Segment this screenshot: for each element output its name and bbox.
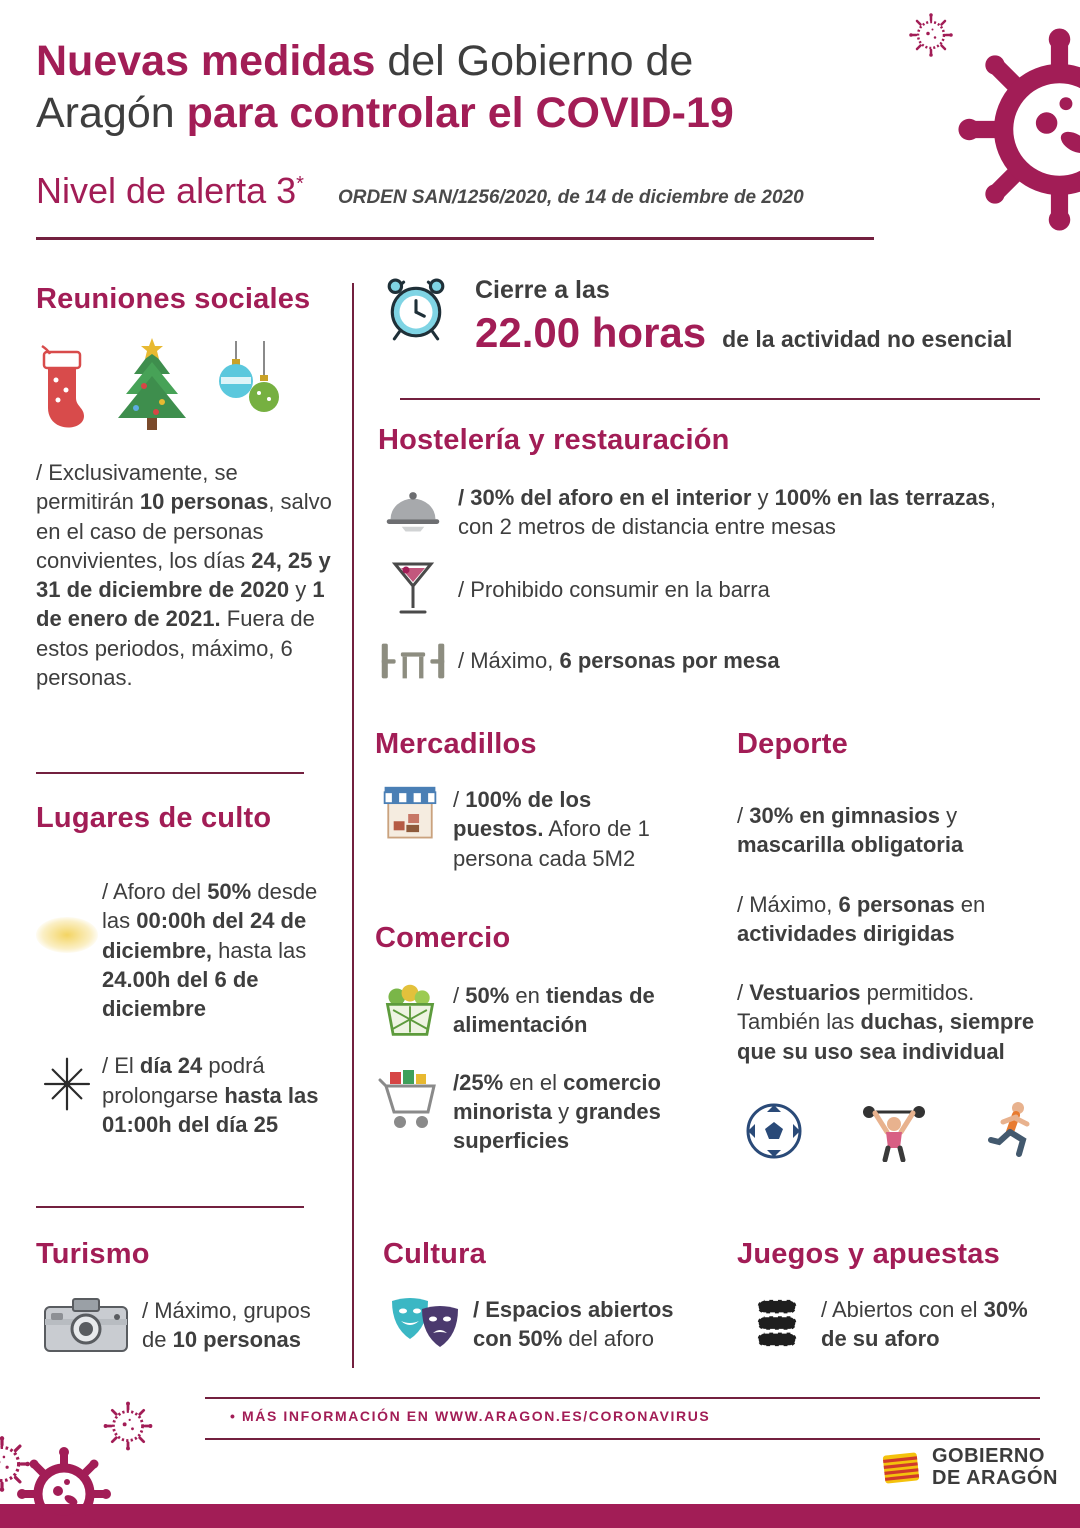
hosteleria-item-text: / 30% del aforo en el interior y 100% en las terrazas, con 2 metros de distancia entre mesas [458, 485, 997, 540]
divider [36, 772, 304, 774]
aragon-flag-icon [880, 1450, 922, 1486]
cultura-heading: Cultura [383, 1238, 486, 1270]
comercio-item-text: / 50% en tiendas de alimentación [453, 983, 655, 1038]
deporte-item-text: / Vestuarios permitidos. También las duchas, siempre que su uso sea individual [737, 980, 1035, 1064]
footer-divider-bottom [205, 1438, 1040, 1440]
culto-item-text: / Aforo del 50% desde las 00:00h del 24 de diciembre, hasta las 24.00h del 6 de diciembre [102, 879, 318, 1021]
christmas-tree-icon [106, 336, 198, 436]
candle-glow-icon [36, 917, 98, 953]
section-mercadillos [375, 728, 685, 873]
order-reference: ORDEN SAN/1256/2020, de 14 de diciembre de 2020 [337, 187, 804, 208]
juegos-item [737, 1295, 1045, 1354]
mercadillos-item-text: / 100% de los puestos. Aforo de 1 persona cada 5M2 [453, 787, 650, 871]
poker-chips-icon [750, 1295, 804, 1353]
culto-item [36, 1051, 348, 1139]
virus-icon-edge-bottom [0, 1432, 34, 1496]
logo-line1: GOBIERNO [932, 1445, 1045, 1467]
section-juegos [737, 1238, 1045, 1354]
footer-divider-top [205, 1397, 1040, 1399]
vertical-divider [352, 283, 354, 1368]
soccer-ball-icon [745, 1102, 803, 1160]
hosteleria-heading: Hostelería y restauración [378, 424, 730, 456]
cierre-line1: Cierre a las [475, 276, 610, 304]
turismo-item-text: / Máximo, grupos de 10 personas [142, 1297, 311, 1352]
culto-item-text: / El día 24 podrá prolongarse hasta las 01:00h del día 25 [102, 1053, 319, 1137]
alert-asterisk: * [296, 173, 304, 195]
page-title-line2: Aragón para controlar el COVID-19 [36, 88, 734, 137]
section-turismo [36, 1238, 338, 1355]
section-deporte [737, 728, 1045, 1162]
page-title-line1: Nuevas medidas del Gobierno de [36, 37, 694, 85]
christmas-icons-row [36, 330, 338, 436]
theater-masks-icon [388, 1295, 464, 1353]
hosteleria-item-text: / Prohibido consumir en la barra [458, 576, 770, 602]
virus-icon-small-top [906, 10, 956, 60]
divider [400, 398, 1040, 400]
alarm-clock-icon [383, 276, 449, 344]
bottom-bar [0, 1504, 1080, 1528]
runner-icon [985, 1100, 1037, 1162]
culto-heading: Lugares de culto [36, 802, 272, 834]
deporte-heading: Deporte [737, 728, 848, 760]
deporte-item-text: / 30% en gimnasios y mascarilla obligatoria [737, 803, 964, 858]
table-and-chairs-icon [380, 640, 446, 682]
more-info-text: • MÁS INFORMACIÓN EN WWW.ARAGON.ES/CORONAVIRUS [230, 1408, 711, 1424]
page-title [36, 36, 886, 139]
alert-row [36, 170, 804, 212]
cierre-time: 22.00 horas [475, 309, 707, 356]
comercio-item [375, 1068, 695, 1156]
sport-icons-row [737, 1100, 1045, 1162]
section-cultura [383, 1238, 713, 1354]
reuniones-paragraph: / Exclusivamente, se permitirán 10 personas, salvo en el caso de personas convivientes, los días 24, 25 y 31 de diciembre de 2020 y 1 de enero de 2021. Fuera de estos periodos, máximo, 6 personas. [36, 460, 332, 690]
baubles-icon [214, 341, 284, 436]
hosteleria-item-text: / Máximo, 6 personas por mesa [458, 647, 780, 673]
section-comercio [375, 922, 695, 1155]
hosteleria-item [378, 560, 1040, 620]
juegos-item-text: / Abiertos con el 30% de su aforo [821, 1297, 1028, 1352]
comercio-heading: Comercio [375, 922, 511, 954]
turismo-item [36, 1295, 338, 1355]
section-reuniones-sociales [36, 283, 338, 692]
alert-level: Nivel de alerta 3* [36, 170, 304, 211]
market-stall-icon [381, 785, 439, 843]
comercio-item-text: /25% en el comercio minorista y grandes superficies [453, 1069, 661, 1153]
turismo-heading: Turismo [36, 1238, 150, 1270]
stocking-icon [36, 344, 90, 436]
header-divider [36, 237, 874, 240]
deporte-item-text: / Máximo, 6 personas en actividades dirigidas [737, 891, 986, 946]
section-lugares-de-culto [36, 802, 348, 1139]
logo-line2: DE ARAGÓN [932, 1466, 1058, 1489]
section-cierre [383, 276, 1012, 357]
culto-item [36, 877, 348, 1023]
juegos-heading: Juegos y apuestas [737, 1238, 1000, 1270]
star-sparkle-icon [40, 1057, 94, 1111]
section-hosteleria [378, 424, 1040, 682]
virus-icon-large-top [952, 22, 1080, 237]
cultura-item [383, 1295, 713, 1354]
hosteleria-item [378, 640, 1040, 682]
divider [36, 1206, 304, 1208]
cierre-line2: de la actividad no esencial [722, 326, 1013, 352]
hosteleria-item [378, 483, 1040, 542]
camera-icon [43, 1295, 129, 1355]
cocktail-icon [391, 560, 435, 620]
food-basket-icon [380, 981, 440, 1039]
comercio-item [375, 981, 695, 1040]
mercadillos-heading: Mercadillos [375, 728, 537, 760]
mercadillos-item [375, 785, 685, 873]
weightlifting-icon [859, 1100, 929, 1162]
shopping-cart-icon [378, 1068, 442, 1134]
cloche-icon [383, 483, 443, 533]
gobierno-aragon-logo [880, 1446, 1058, 1489]
reuniones-heading: Reuniones sociales [36, 283, 311, 315]
cultura-item-text: / Espacios abiertos con 50% del aforo [473, 1297, 674, 1352]
